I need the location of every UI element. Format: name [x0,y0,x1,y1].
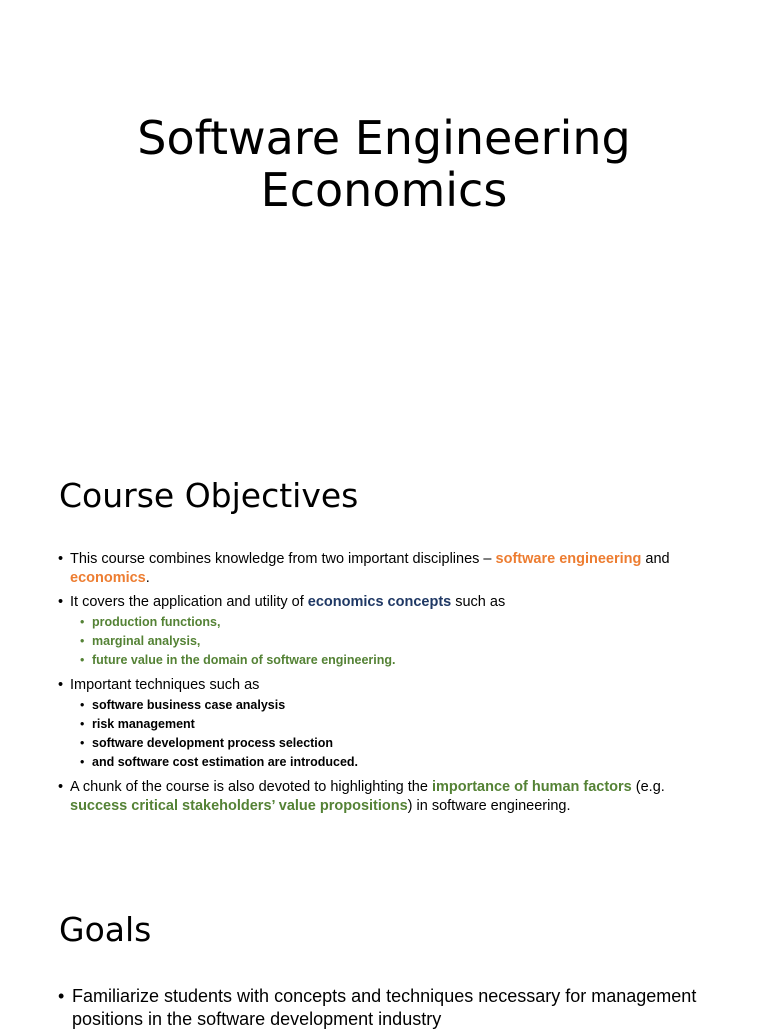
highlight-economics: economics [70,570,146,586]
sub-list-item: • production functions, [58,613,718,632]
course-objectives-heading: Course Objectives [59,476,359,515]
bullet-text: It covers the application and utility of [70,594,308,610]
bullet-text: ) in software engineering. [407,798,571,814]
list-item [58,593,718,612]
bullet-text: (e.g. [631,779,665,795]
sub-list-item: • software business case analysis [58,696,718,715]
sub-list-item: • risk management [58,715,718,734]
bullet-text: A chunk of the course is also devoted to highlighting the [70,779,432,795]
bullet-text: and [641,551,670,567]
bullet-text: This course combines knowledge from two important disciplines – [70,551,496,567]
sub-list-item: • and software cost estimation are introduced. [58,753,718,772]
sub-list-item: • software development process selection [58,734,718,753]
sub-list-item: • future value in the domain of software engineering. [58,651,718,670]
list-item [58,550,718,588]
sub-list [58,696,718,772]
sub-list-item: • marginal analysis, [58,632,718,651]
bullet-text: . [145,570,150,586]
objectives-list [58,550,718,821]
list-item: • Familiarize students with concepts and techniques necessary for management positions in the software development industry [58,985,718,1031]
title-line-1: Software Engineering [137,111,631,165]
highlight-stakeholders: success critical stakeholders’ value propositions [70,798,408,814]
list-item [58,676,718,695]
title-slide [0,0,768,440]
bullet-text: Important techniques such as [70,677,260,693]
highlight-human-factors: importance of human factors [431,779,632,795]
sub-list [58,613,718,670]
title-line-2: Economics [260,163,508,217]
highlight-economics-concepts: economics concepts [307,594,452,610]
slide-title [0,112,768,216]
list-item [58,778,718,816]
goals-heading: Goals [59,910,152,949]
goals-list [58,985,718,1036]
highlight-software-engineering: software engineering [495,551,642,567]
bullet-text: such as [451,594,506,610]
